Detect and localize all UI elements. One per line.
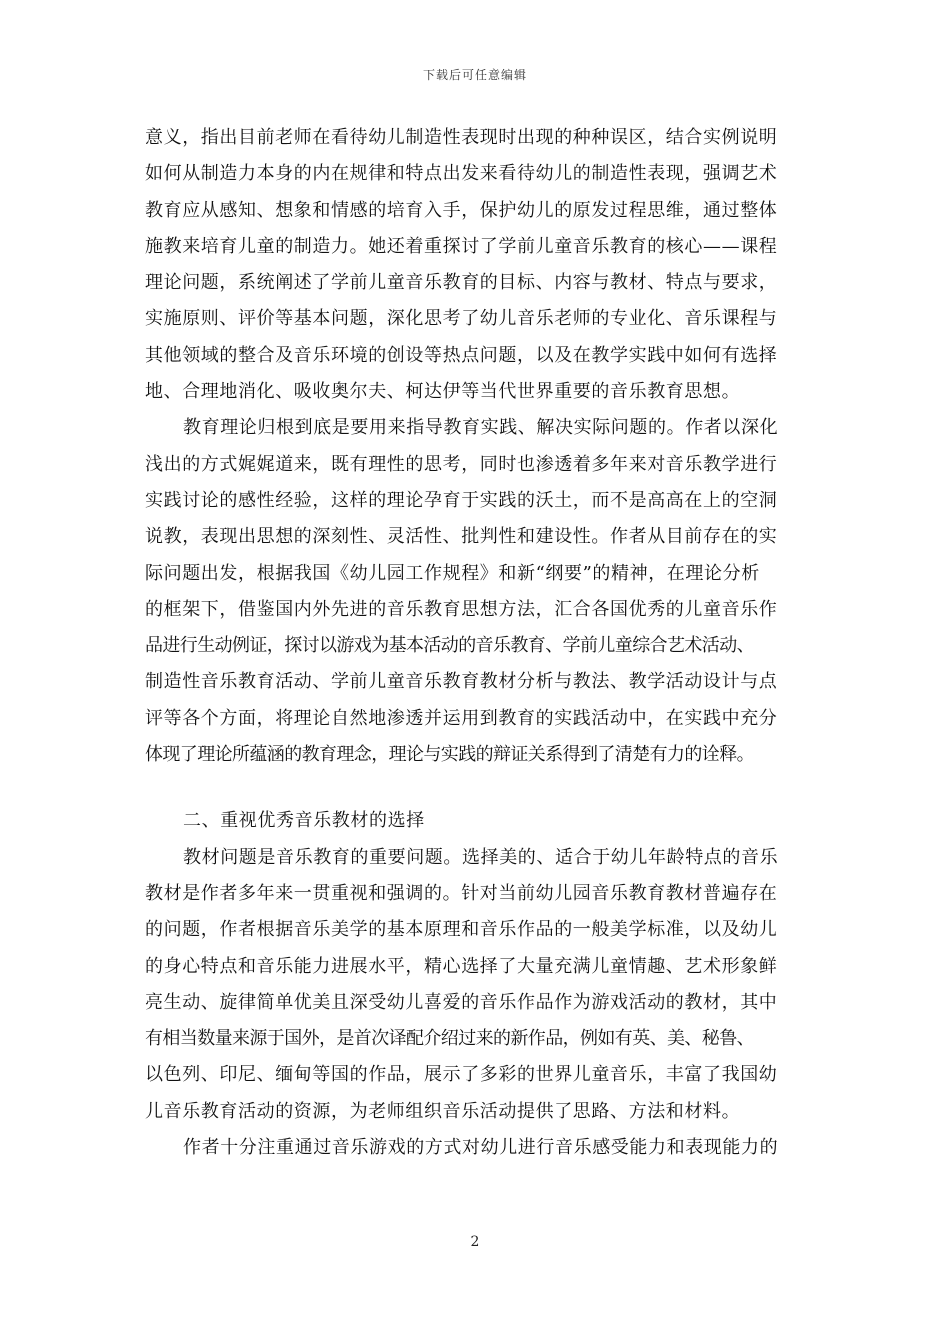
page-number: 2 [470, 1234, 480, 1250]
text-line: 作者十分注重通过音乐游戏的方式对幼儿进行音乐感受能力和表现能力的 [183, 1137, 779, 1159]
section-spacer [145, 773, 825, 803]
document-body [145, 120, 825, 1166]
text-line: 实施原则、评价等基本问题，深化思考了幼儿音乐老师的专业化、音乐课程与 [145, 308, 778, 330]
text-line: 说教，表现出思想的深刻性、灵活性、批判性和建设性。作者从目前存在的实 [145, 526, 778, 548]
text-line: 其他领域的整合及音乐环境的创设等热点问题，以及在教学实践中如何有选择 [145, 344, 778, 366]
text-line: 浅出的方式娓娓道来，既有理性的思考，同时也渗透着多年来对音乐教学进行 [145, 453, 778, 475]
text-line: 品进行生动例证，探讨以游戏为基本活动的音乐教育、学前儿童综合艺术活动、 [145, 635, 754, 657]
text-line: 教材是作者多年来一贯重视和强调的。针对当前幼儿园音乐教育教材普遍存在 [145, 882, 778, 904]
text-line: 以色列、印尼、缅甸等国的作品，展示了多彩的世界儿童音乐，丰富了我国幼 [145, 1064, 778, 1086]
section-heading: 二、重视优秀音乐教材的选择 [183, 810, 425, 832]
text-line: 教育理论归根到底是要用来指导教育实践、解决实际问题的。作者以深化 [183, 417, 779, 439]
text-line: 有相当数量来源于国外，是首次译配介绍过来的新作品，例如有英、美、秘鲁、 [145, 1028, 754, 1050]
text-line: 际问题出发，根据我国《幼儿园工作规程》和新“纲要”的精神，在理论分析 [145, 562, 760, 584]
page-header: 下载后可任意编辑 [422, 68, 527, 82]
text-line: 的问题，作者根据音乐美学的基本原理和音乐作品的一般美学标准，以及幼儿 [145, 919, 778, 941]
text-line: 体现了理论所蕴涵的教育理念，理论与实践的辩证关系得到了清楚有力的诠释。 [145, 744, 754, 766]
text-line: 施教来培育儿童的制造力。她还着重探讨了学前儿童音乐教育的核心——课程 [145, 235, 778, 257]
text-line: 教材问题是音乐教育的重要问题。选择美的、适合于幼儿年龄特点的音乐 [183, 846, 779, 868]
text-line: 儿音乐教育活动的资源，为老师组织音乐活动提供了思路、方法和材料。 [145, 1100, 741, 1122]
text-line: 理论问题，系统阐述了学前儿童音乐教育的目标、内容与教材、特点与要求， [145, 272, 778, 294]
text-line: 亮生动、旋律简单优美且深受幼儿喜爱的音乐作品作为游戏活动的教材，其中 [145, 991, 778, 1013]
text-line: 教育应从感知、想象和情感的培育入手，保护幼儿的原发过程思维，通过整体 [145, 199, 778, 221]
text-line: 地、合理地消化、吸收奥尔夫、柯达伊等当代世界重要的音乐教育思想。 [145, 381, 741, 403]
text-line: 意义，指出目前老师在看待幼儿制造性表现时出现的种种误区，结合实例说明 [145, 127, 778, 148]
paragraph-4 [145, 1130, 825, 1166]
text-line: 制造性音乐教育活动、学前儿童音乐教育教材分析与教法、教学活动设计与点 [145, 671, 778, 693]
paragraph-3 [145, 840, 825, 1130]
paragraph-2 [145, 410, 825, 773]
paragraph-1 [145, 120, 825, 410]
text-line: 实践讨论的感性经验，这样的理论孕育于实践的沃土，而不是高高在上的空洞 [145, 489, 778, 511]
text-line: 如何从制造力本身的内在规律和特点出发来看待幼儿的制造性表现，强调艺术 [145, 163, 778, 185]
text-line: 的身心特点和音乐能力进展水平，精心选择了大量充满儿童情趣、艺术形象鲜 [145, 955, 778, 977]
text-line: 评等各个方面，将理论自然地渗透并运用到教育的实践活动中，在实践中充分 [145, 707, 778, 729]
text-line: 的框架下，借鉴国内外先进的音乐教育思想方法，汇合各国优秀的儿童音乐作 [145, 598, 778, 620]
